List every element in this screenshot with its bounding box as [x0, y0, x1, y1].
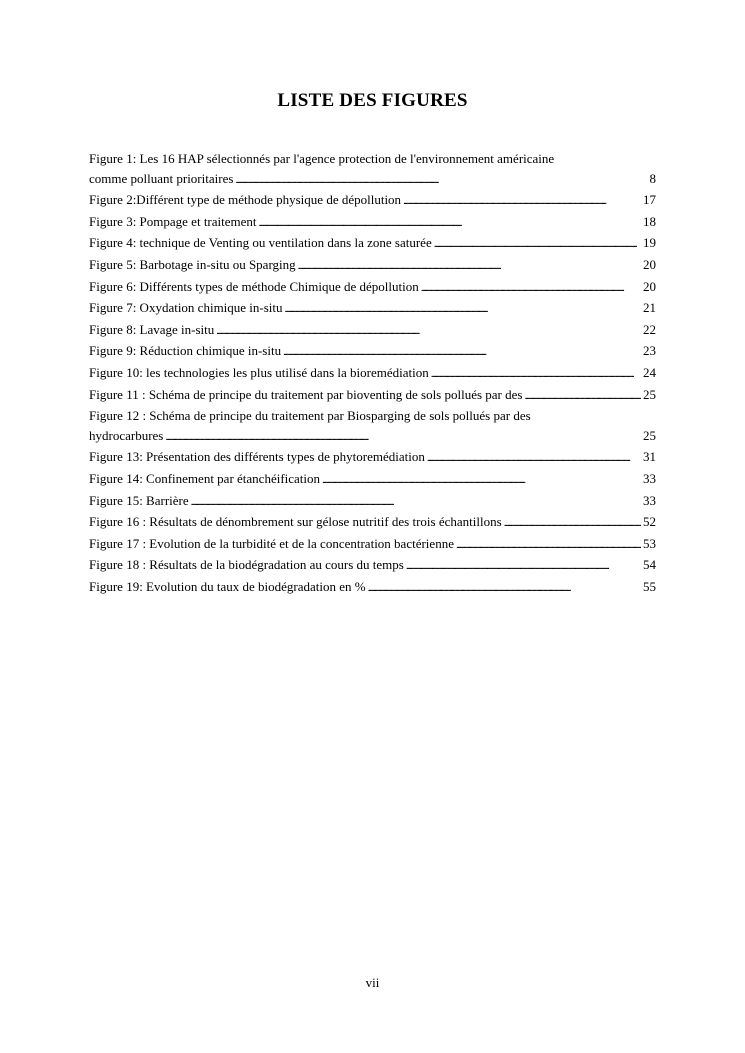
figure-entry-title: Figure 15: Barrière [89, 492, 189, 508]
dot-leader [406, 555, 641, 577]
figure-entry-title: Figure 17 : Evolution de la turbidité et de la concentration bactérienne [89, 535, 454, 551]
figure-entry-page: 24 [643, 364, 656, 380]
dot-leader [165, 426, 641, 448]
figure-entry-title: Figure 10: les technologies les plus utilisé dans la bioremédiation [89, 364, 429, 380]
figure-entry-page: 31 [643, 449, 656, 465]
dot-leader [216, 320, 641, 342]
dot-leader [283, 341, 641, 363]
figure-entry-16[interactable] [89, 512, 656, 534]
figure-entry-page: 22 [643, 321, 656, 337]
figure-entry-14[interactable] [89, 469, 656, 491]
figure-entry-19[interactable] [89, 577, 656, 599]
dot-leader [298, 255, 641, 277]
dot-leader [421, 277, 641, 299]
figure-entry-title: hydrocarbures [89, 427, 164, 443]
dot-leader [504, 512, 641, 534]
figure-entry-title: Figure 16 : Résultats de dénombrement sur gélose nutritif des trois échantillons [89, 514, 502, 530]
figure-entry-page: 25 [643, 427, 656, 443]
dot-leader [368, 577, 641, 599]
figure-entry-title: Figure 2:Différent type de méthode physique de dépollution [89, 192, 402, 208]
figure-entry-8[interactable] [89, 320, 656, 342]
figure-entry-title: Figure 6: Différents types de méthode Chimique de dépollution [89, 278, 419, 294]
dot-leader [427, 447, 641, 469]
figure-entry-title: Figure 18 : Résultats de la biodégradation au cours du temps [89, 557, 404, 573]
figure-entry-first-line: Figure 12 : Schéma de principe du traitement par Biosparging de sols pollués par des [89, 408, 531, 424]
figure-entry-title: Figure 8: Lavage in-situ [89, 321, 215, 337]
dot-leader [434, 233, 641, 255]
dot-leader [524, 385, 641, 407]
figure-entry-3[interactable] [89, 212, 656, 234]
figure-entry-4[interactable] [89, 233, 656, 255]
figure-entry-title: Figure 5: Barbotage in-situ ou Sparging [89, 256, 296, 272]
figure-entry-page: 17 [643, 192, 656, 208]
figure-entry-page: 33 [643, 470, 656, 486]
figure-entry-page: 54 [643, 557, 656, 573]
figure-entry-page: 19 [643, 235, 656, 251]
figure-entry-18[interactable] [89, 555, 656, 577]
dot-leader [322, 469, 641, 491]
figure-list [89, 149, 656, 598]
figure-entry-title: Figure 7: Oxydation chimique in-situ [89, 300, 283, 316]
figure-entry-first-line: Figure 1: Les 16 HAP sélectionnés par l'agence protection de l'environnement américaine [89, 151, 555, 166]
figure-entry-6[interactable] [89, 277, 656, 299]
figure-entry-page: 18 [643, 213, 656, 229]
page-number: vii [365, 975, 380, 990]
figure-entry-1[interactable] [89, 149, 656, 190]
dot-leader [191, 491, 641, 513]
figure-entry-title: Figure 11 : Schéma de principe du traitement par bioventing de sols pollués par des [89, 386, 523, 402]
figure-entry-page: 53 [643, 535, 656, 551]
figure-entry-12[interactable] [89, 406, 656, 447]
dot-leader [456, 534, 641, 556]
figure-entry-title: Figure 14: Confinement par étanchéification [89, 470, 321, 486]
dot-leader [259, 212, 641, 234]
figure-entry-page: 20 [643, 278, 656, 294]
dot-leader [403, 190, 641, 212]
figure-entry-page: 33 [643, 492, 656, 508]
figure-entry-17[interactable] [89, 534, 656, 556]
figure-entry-title: Figure 13: Présentation des différents types de phytoremédiation [89, 449, 425, 465]
figure-entry-page: 8 [649, 170, 656, 186]
dot-leader [431, 363, 641, 385]
figure-entry-10[interactable] [89, 363, 656, 385]
dot-leader [235, 169, 647, 191]
figure-entry-page: 23 [643, 343, 656, 359]
figure-entry-5[interactable] [89, 255, 656, 277]
figure-entry-15[interactable] [89, 491, 656, 513]
figure-entry-2[interactable] [89, 190, 656, 212]
figure-entry-7[interactable] [89, 298, 656, 320]
figure-entry-title: comme polluant prioritaires [89, 170, 234, 186]
figure-entry-11[interactable] [89, 385, 656, 407]
figure-entry-title: Figure 9: Réduction chimique in-situ [89, 343, 282, 359]
page-title: LISTE DES FIGURES [277, 90, 468, 111]
dot-leader [285, 298, 641, 320]
figure-entry-title: Figure 19: Evolution du taux de biodégradation en % [89, 578, 366, 594]
figure-entry-page: 52 [643, 514, 656, 530]
figure-entry-title: Figure 4: technique de Venting ou ventilation dans la zone saturée [89, 235, 432, 251]
figure-entry-page: 20 [643, 256, 656, 272]
figure-entry-page: 25 [643, 386, 656, 402]
figure-entry-page: 55 [643, 578, 656, 594]
figure-entry-page: 21 [643, 300, 656, 316]
figure-entry-13[interactable] [89, 447, 656, 469]
figure-entry-title: Figure 3: Pompage et traitement [89, 213, 257, 229]
figure-entry-9[interactable] [89, 341, 656, 363]
